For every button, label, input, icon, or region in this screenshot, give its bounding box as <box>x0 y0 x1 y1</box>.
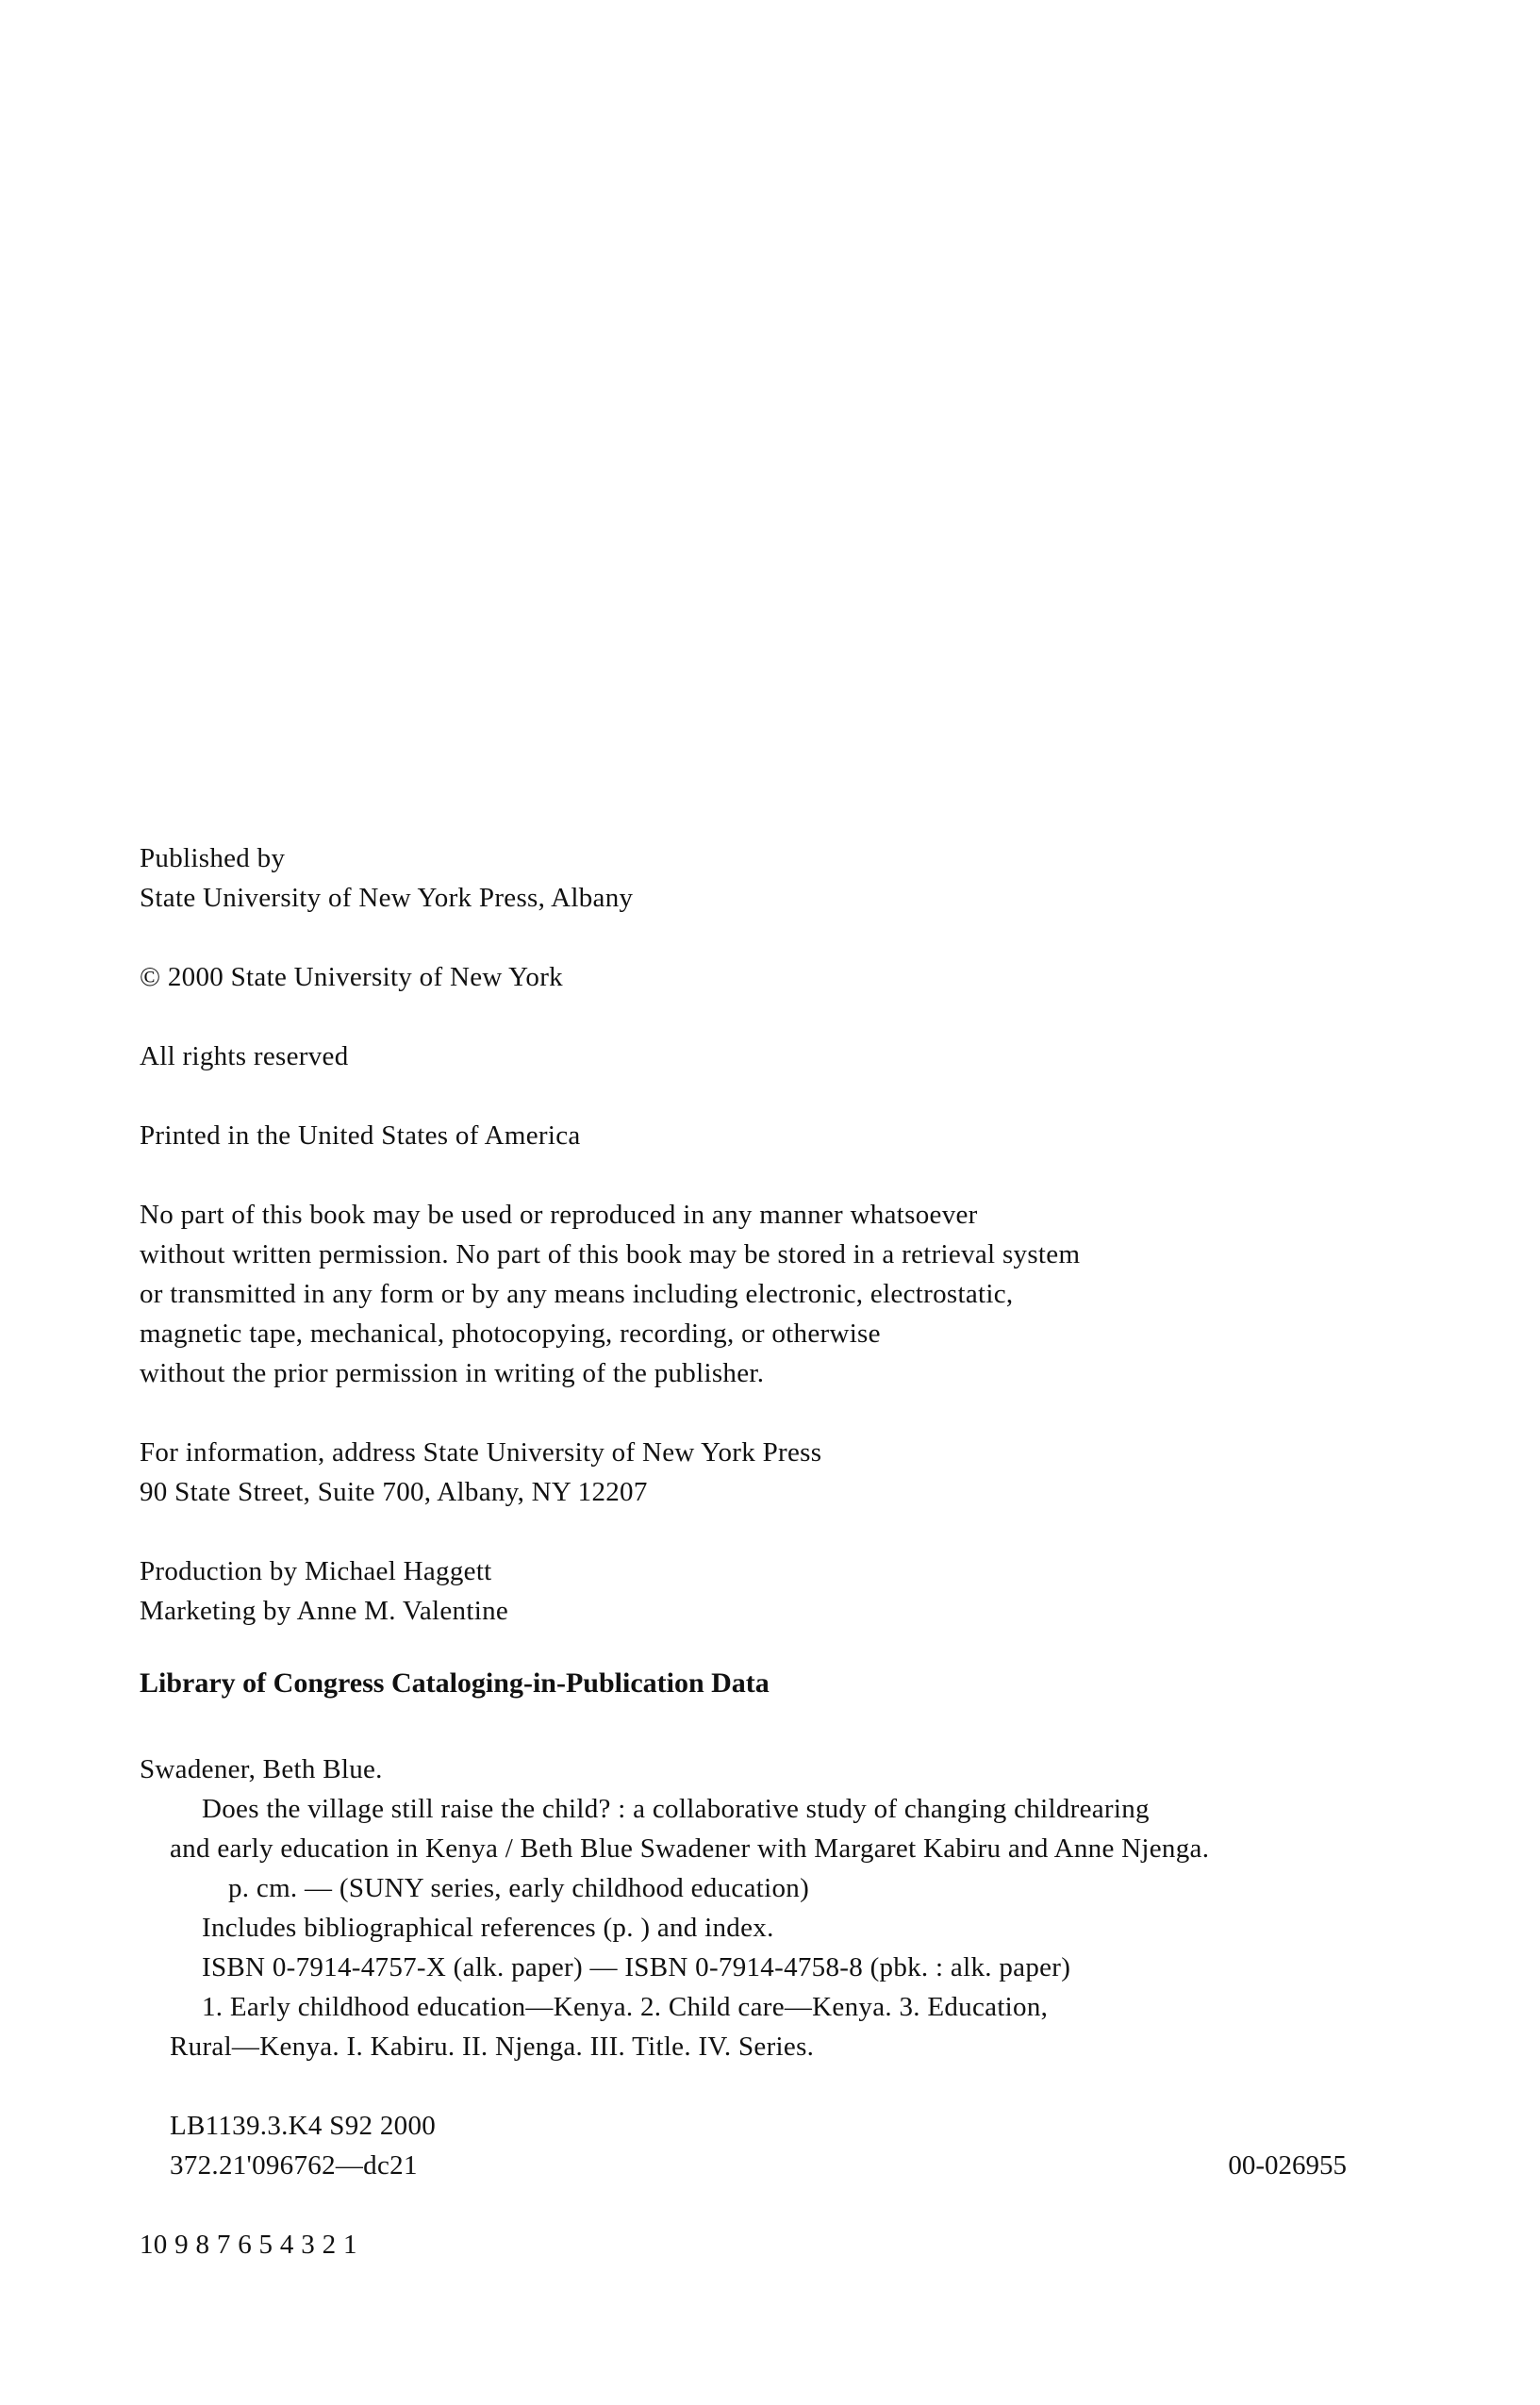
cip-subjects-line: 1. Early childhood education—Kenya. 2. Child care—Kenya. 3. Education, <box>202 1992 1049 2022</box>
permission-line: magnetic tape, mechanical, photocopying, recording, or otherwise <box>140 1319 881 1349</box>
cip-title-line: Does the village still raise the child? : a collaborative study of changing childrearing <box>202 1794 1150 1824</box>
information-line: For information, address State University of New York Press <box>140 1437 822 1468</box>
publisher-name: State University of New York Press, Albany <box>140 883 634 913</box>
cip-subjects-line: Rural—Kenya. I. Kabiru. II. Njenga. III. Title. IV. Series. <box>170 2032 815 2062</box>
production-credit: Production by Michael Haggett <box>140 1556 492 1586</box>
cip-dewey-number: 372.21'096762—dc21 <box>170 2150 418 2181</box>
rights-notice: All rights reserved <box>140 1041 349 1071</box>
cip-lc-classification: LB1139.3.K4 S92 2000 <box>170 2111 437 2141</box>
published-by-label: Published by <box>140 843 286 873</box>
copyright-notice: © 2000 State University of New York <box>140 962 563 992</box>
permission-line: No part of this book may be used or reproduced in any manner whatsoever <box>140 1200 978 1230</box>
marketing-credit: Marketing by Anne M. Valentine <box>140 1596 509 1626</box>
cip-title-line: and early education in Kenya / Beth Blue Swadener with Margaret Kabiru and Anne Njenga. <box>170 1833 1210 1864</box>
cip-series: p. cm. — (SUNY series, early childhood education) <box>228 1873 810 1903</box>
printed-notice: Printed in the United States of America <box>140 1120 581 1151</box>
cip-lccn: 00-026955 <box>1228 2150 1347 2181</box>
permission-line: or transmitted in any form or by any means including electronic, electrostatic, <box>140 1279 1014 1309</box>
cip-isbn: ISBN 0-7914-4757-X (alk. paper) — ISBN 0-7914-4758-8 (pbk. : alk. paper) <box>202 1952 1071 1982</box>
cip-bibliography: Includes bibliographical references (p. ) and index. <box>202 1913 774 1943</box>
cip-author: Swadener, Beth Blue. <box>140 1754 383 1784</box>
cip-heading: Library of Congress Cataloging-in-Publication Data <box>140 1667 770 1699</box>
permission-line: without the prior permission in writing of the publisher. <box>140 1358 765 1388</box>
address-line: 90 State Street, Suite 700, Albany, NY 12207 <box>140 1477 648 1507</box>
permission-line: without written permission. No part of this book may be stored in a retrieval system <box>140 1239 1081 1269</box>
printing-line: 10 9 8 7 6 5 4 3 2 1 <box>140 2230 357 2260</box>
